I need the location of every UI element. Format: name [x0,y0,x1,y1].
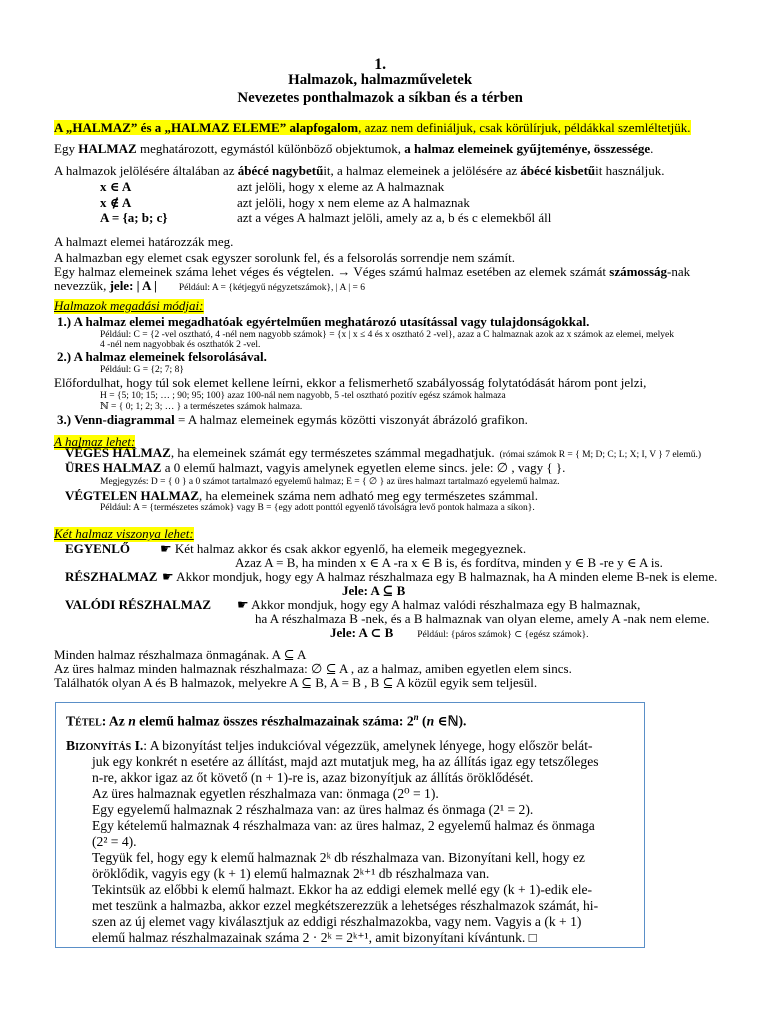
paragraph-line: A halmazban egy elemet csak egyszer sorolunk fel, és a felsorolás sorrendje nem számít. [54,250,515,265]
rule-line: Az üres halmaz minden halmaznak részhalmaza: ∅ ⊆ A , az a halmaz, amiben egyetlen elem sincs. [54,661,572,676]
proof-line: Az üres halmaznak egyetlen részhalmaza van: önmaga (2⁰ = 1). [92,786,439,801]
theorem-title: Tétel: Az n elemű halmaz összes részhalmazainak száma: 2$^n$ (n ∈ℕ). [66,712,467,729]
method-2-example-n: ℕ = { 0; 1; 2; 3; … } a természetes számok halmaza. [100,402,303,412]
proof-line: szen az új elemet vagy kiválasztjuk az eddigi részhalmazokba, vagy nem. Vagyis a (k + 1) [92,914,582,929]
proof-line: Egy egyelemű halmaznak 2 részhalmaza van: az üres halmaz és önmaga (2¹ = 2). [92,802,534,817]
notation-description: azt jelöli, hogy x nem eleme az A halmaznak [237,195,470,210]
page-subtitle: Nevezetes ponthalmazok a síkban és a térben [237,90,523,106]
method-2-example: Például: G = {2; 7; 8} [100,365,184,375]
proof-line: Bizonyítás I.: A bizonyítást teljes indukcióval végezzük, amelynek lényege, hogy először belát- [66,738,593,753]
proof-line: (2² = 4). [92,834,137,849]
proof-line: juk egy konkrét n esetére az állítást, majd azt mutatjuk meg, ha az állítás igaz egy tetszőleges [92,754,599,769]
intro-line-1: A „HALMAZ” és a „HALMAZ ELEME” alapfogalom, azaz nem definiáljuk, csak körülírjuk, példákkal szemléltetjük. [54,120,691,135]
section-number: 1. [374,56,387,73]
method-2-note: Előfordulhat, hogy túl sok elemet kellene leírni, ekkor a felismerhető szabályosság folytatódását három pont jelzi, [54,375,647,390]
method-3: 3.) Venn-diagrammal = A halmaz elemeinek egymás közötti viszonyát ábrázoló grafikon. [57,412,528,427]
notation-symbol: A = {a; b; c} [100,210,168,225]
subset-label: RÉSZHALMAZ [65,569,158,584]
method-1-example: Például: C = {2 -vel osztható, 4 -nél nem nagyobb számok} = {x | x ≤ 4 és x osztható 2 -vel}, azaz a C halmaznak azok az x számok az elemei, melyek [100,330,674,340]
page-title: Halmazok, halmazműveletek [288,72,473,88]
proper-subset-label: VALÓDI RÉSZHALMAZ [65,597,212,612]
proper-subset-definition: ☛ Akkor mondjuk, hogy egy A halmaz valódi részhalmaza egy B halmaznak, [237,597,641,612]
theorem-box [55,702,645,948]
method-1-example-cont: 4 -nél nem nagyobbak és oszthatók 2 -vel. [100,340,261,350]
infinite-set-example: Például: A = {természetes számok} vagy B = {egy adott ponttól egyenlő távolságra levő pontok halmaza a síkon}. [100,503,535,513]
proof-line: met teszünk a halmazba, akkor ezzel megkétszerezzük a lehetséges részhalmazok számát, hi- [92,898,599,913]
subset-definition: ☛ Akkor mondjuk, hogy egy A halmaz részhalmaza egy B halmaznak, ha A minden eleme B-nek is eleme. [162,569,718,584]
proof-line: Tegyük fel, hogy egy k elemű halmaznak 2ᵏ db részhalmaza van. Bizonyítani kell, hogy ez [92,850,585,865]
proof-line: elemű halmaz részhalmazainak száma 2 · 2ᵏ = 2ᵏ⁺¹, amit bizonyítani kívántunk. □ [92,930,537,945]
paragraph-line: nevezzük, jele: | A | Például: A = {kétjegyű négyzetszámok}, | A | = 6 [54,278,366,293]
equal-definition: ☛ Két halmaz akkor és csak akkor egyenlő, ha elemeik megegyeznek. [160,541,527,556]
empty-set-line: ÜRES HALMAZ a 0 elemű halmazt, vagyis amelynek egyetlen eleme sincs. jele: ∅ , vagy { }. [65,460,566,475]
equal-detail: Azaz A = B, ha minden x ∈ A -ra x ∈ B is, és fordítva, minden y ∈ B -re y ∈ A is. [235,555,663,570]
infinite-set-line: VÉGTELEN HALMAZ, ha elemeinek száma nem adható meg egy természetes számmal. [65,488,538,503]
proof-line: n-re, akkor igaz az őt követő (n + 1)-re is, azaz bizonyítjuk az állítás öröklődését. [92,770,534,785]
section-heading-lehet: A halmaz lehet: [54,434,136,449]
section-heading-megadas: Halmazok megadási módjai: [54,298,204,313]
proof-line: öröklődik, vagyis egy (k + 1) elemű halmaznak 2ᵏ⁺¹ db részhalmaza van. [92,866,490,881]
intro-line-2: Egy HALMAZ meghatározott, egymástól különböző objektumok, a halmaz elemeinek gyűjteménye, összessége. [54,141,654,156]
notation-description: azt jelöli, hogy x eleme az A halmaznak [237,179,445,194]
equal-label: EGYENLŐ [65,541,131,556]
method-1: 1.) A halmaz elemei megadhatóak egyértelműen meghatározó utasítással vagy tulajdonságokkal. [57,314,590,329]
intro-line-3: A halmazok jelölésére általában az ábécé nagybetűit, a halmaz elemeinek a jelölésére az ábécé kisbetűit használjuk. [54,163,665,178]
notation-description: azt a véges A halmazt jelöli, amely az a, b és c elemekből áll [237,210,552,225]
method-2-example-h: H = {5; 10; 15; … ; 90; 95; 100} azaz 100-nál nem nagyobb, 5 -tel osztható pozitív egész számok halmaza [100,391,506,401]
notation-symbol: x ∉ A [100,195,132,210]
proper-subset-detail: ha A részhalmaza B -nek, és a B halmaznak van olyan eleme, amely A -nak nem eleme. [255,611,710,626]
proper-subset-notation: Jele: A ⊂ B Például: {páros számok} ⊂ {egész számok}. [330,625,589,640]
empty-set-note: Megjegyzés: D = { 0 } a 0 számot tartalmazó egyelemű halmaz; E = { ∅ } az üres halmazt tartalmazó egyelemű halmaz. [100,477,560,487]
section-heading-viszony: Két halmaz viszonya lehet: [54,526,194,541]
rule-line: Minden halmaz részhalmaza önmagának. A ⊆ A [54,647,307,662]
rule-line: Találhatók olyan A és B halmazok, melyekre A ⊆ B, A = B , B ⊆ A közül egyik sem teljesül. [54,675,538,690]
finite-set-line: VÉGES HALMAZ, ha elemeinek számát egy természetes számmal megadhatjuk. (római számok R = { M; D; C; L; X; I, V } 7 elemű.) [65,445,702,460]
method-2: 2.) A halmaz elemeinek felsorolásával. [57,349,267,364]
proof-line: Egy kételemű halmaznak 4 részhalmaza van: az üres halmaz, 2 egyelemű halmaz és önmaga [92,818,595,833]
paragraph-line: A halmazt elemei határozzák meg. [54,234,234,249]
proof-line: Tekintsük az előbbi k elemű halmazt. Ekkor ha az eddigi elemek mellé egy (k + 1)-edik ele- [92,882,593,897]
subset-notation: Jele: A ⊆ B [342,583,406,598]
notation-symbol: x ∈ A [100,179,132,194]
paragraph-line: Egy halmaz elemeinek száma lehet véges és végtelen. → Véges számú halmaz esetében az elemek számát számosság-nak [54,264,691,279]
